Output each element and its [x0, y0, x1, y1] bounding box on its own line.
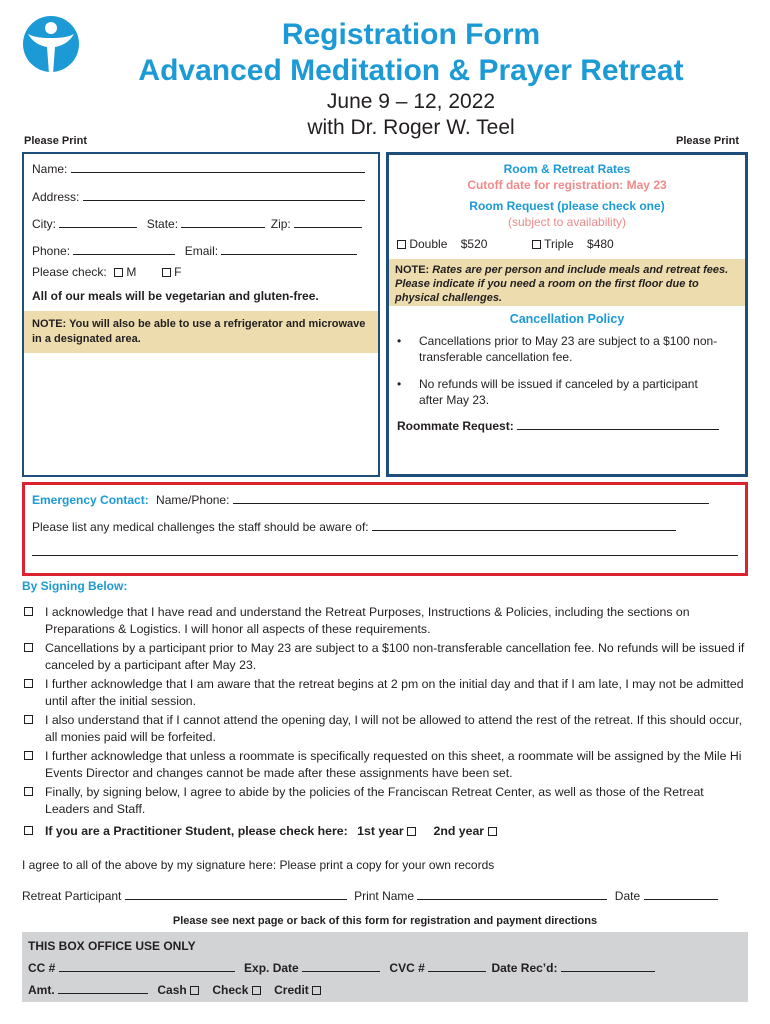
fridge-note: NOTE: You will also be able to use a refrigerator and microwave in a designated area.	[24, 311, 378, 353]
triple-checkbox[interactable]	[532, 240, 541, 249]
ack-text: Finally, by signing below, I agree to abide by the policies of the Franciscan Retreat Center, as well as those of the Retreat Leaders and Staff.	[45, 785, 704, 816]
triple-price: $480	[587, 237, 614, 251]
city-label: City:	[32, 217, 56, 231]
please-print-left: Please Print	[24, 135, 87, 147]
female-checkbox[interactable]	[162, 268, 171, 277]
medical-field[interactable]	[372, 520, 676, 531]
medical-field-line2[interactable]	[32, 545, 738, 556]
retreat-title: Advanced Meditation & Prayer Retreat	[138, 54, 684, 87]
male-checkbox[interactable]	[114, 268, 123, 277]
form-title: Registration Form	[281, 18, 541, 51]
rates-box	[386, 152, 748, 477]
cc-field[interactable]	[59, 961, 235, 972]
practitioner-row	[22, 823, 748, 840]
name-field[interactable]	[71, 162, 365, 173]
emergency-contact-box	[22, 482, 748, 576]
exp-date-label: Exp. Date	[244, 961, 299, 975]
double-label: Double	[409, 237, 448, 251]
male-label: M	[126, 265, 137, 279]
credit-checkbox[interactable]	[312, 986, 321, 995]
roommate-row	[397, 419, 719, 433]
ack-text: I also understand that if I cannot attend the opening day, I will not be allowed to attend the rest of the retreat. If this should occur, all monies paid will be forfeited.	[45, 713, 743, 744]
phone-email-row	[32, 244, 357, 258]
zip-label: Zip:	[270, 217, 291, 231]
state-label: State:	[146, 217, 179, 231]
ack-text: I acknowledge that I have read and understand the Retreat Purposes, Instructions & Policies, including the sections on Preparations & Logistics. I will honor all aspects of these requirements.	[45, 605, 690, 636]
please-check-label: Please check:	[32, 265, 107, 279]
exp-date-field[interactable]	[302, 961, 380, 972]
agree-text: I agree to all of the above by my signature here: Please print a copy for your own records	[22, 858, 495, 872]
next-page-note: Please see next page or back of this form for registration and payment directions	[172, 915, 598, 927]
credit-label: Credit	[274, 983, 309, 997]
ack-checkbox[interactable]	[24, 643, 33, 652]
cvc-field[interactable]	[428, 961, 486, 972]
ack-text: I further acknowledge that unless a roommate is specifically requested on this sheet, a roommate will be assigned by the Mile Hi Events Director and changes cannot be made after these assignments have been set.	[45, 749, 742, 780]
ack-checkbox[interactable]	[24, 679, 33, 688]
medical-row	[32, 520, 676, 534]
retreat-dates: June 9 – 12, 2022	[326, 90, 496, 113]
triple-room-option	[532, 237, 614, 251]
ack-checkbox[interactable]	[24, 607, 33, 616]
office-amount-row	[28, 983, 321, 997]
emergency-label: Emergency Contact:	[32, 493, 149, 507]
meals-note: All of our meals will be vegetarian and gluten-free.	[32, 289, 319, 303]
email-label: Email:	[184, 244, 219, 258]
double-room-option	[397, 237, 487, 251]
medical-label: Please list any medical challenges the staff should be aware of:	[32, 520, 369, 534]
contact-info-box	[22, 152, 380, 477]
ack-item	[22, 676, 748, 709]
please-print-right: Please Print	[676, 135, 739, 147]
ack-checkbox[interactable]	[24, 787, 33, 796]
practitioner-text: If you are a Practitioner Student, please check here:	[45, 824, 348, 838]
cancellation-text: Cancellations prior to May 23 are subject to a $100 non-transferable cancellation fee.	[419, 334, 718, 364]
ack-text: Cancellations by a participant prior to May 23 are subject to a $100 non-transferable cancellation fee. No refunds will be issued if canceled by a participant after May 23.	[45, 641, 745, 672]
phone-label: Phone:	[32, 244, 71, 258]
female-label: F	[174, 265, 182, 279]
address-row	[32, 190, 365, 204]
address-label: Address:	[32, 190, 80, 204]
second-year-label: 2nd year	[433, 824, 485, 838]
date-field[interactable]	[644, 889, 718, 900]
print-name-label: Print Name	[354, 889, 415, 903]
name-phone-label: Name/Phone:	[156, 493, 230, 507]
cancellation-item: • Cancellations prior to May 23 are subject to a $100 non-transferable cancellation fee.	[397, 333, 737, 365]
date-received-label: Date Rec’d:	[491, 961, 558, 975]
rates-note	[389, 259, 745, 306]
double-checkbox[interactable]	[397, 240, 406, 249]
state-field[interactable]	[181, 217, 265, 228]
name-label: Name:	[32, 162, 68, 176]
practitioner-checkbox[interactable]	[24, 826, 33, 835]
office-use-box	[22, 932, 748, 1002]
cash-checkbox[interactable]	[190, 986, 199, 995]
ack-item	[22, 640, 748, 673]
ack-checkbox[interactable]	[24, 751, 33, 760]
cancellation-heading: Cancellation Policy	[509, 312, 625, 326]
name-row	[32, 162, 365, 176]
participant-label: Retreat Participant	[22, 889, 122, 903]
signing-heading: By Signing Below:	[22, 579, 128, 593]
date-label: Date	[614, 889, 641, 903]
second-year-checkbox[interactable]	[488, 827, 497, 836]
roommate-field[interactable]	[517, 419, 719, 430]
triple-label: Triple	[544, 237, 574, 251]
zip-field[interactable]	[294, 217, 362, 228]
date-received-field[interactable]	[561, 961, 655, 972]
cash-label: Cash	[157, 983, 187, 997]
ack-text: I further acknowledge that I am aware that the retreat begins at 2 pm on the initial day and that if I am late, I may not be admitted until after the initial session.	[45, 677, 744, 708]
cutoff-date: Cutoff date for registration: May 23	[467, 178, 667, 192]
room-request-heading: Room Request (please check one)	[469, 199, 665, 213]
amount-field[interactable]	[58, 983, 148, 994]
ack-item	[22, 748, 748, 781]
double-price: $520	[460, 237, 488, 251]
print-name-field[interactable]	[417, 889, 607, 900]
city-state-zip-row	[32, 217, 362, 231]
roommate-label: Roommate Request:	[397, 419, 514, 433]
signature-row	[22, 889, 748, 903]
phone-field[interactable]	[73, 244, 175, 255]
ack-checkbox[interactable]	[24, 715, 33, 724]
ack-item	[22, 712, 748, 745]
rates-note-lead: NOTE:	[395, 264, 430, 276]
emergency-row	[32, 493, 709, 507]
emergency-name-phone-field[interactable]	[233, 493, 709, 504]
availability-note: (subject to availability)	[507, 215, 627, 229]
ack-item	[22, 604, 748, 637]
check-checkbox[interactable]	[252, 986, 261, 995]
gender-row	[32, 265, 181, 279]
office-heading: THIS BOX OFFICE USE ONLY	[28, 939, 196, 953]
cvc-label: CVC #	[389, 961, 425, 975]
cc-label: CC #	[28, 961, 56, 975]
first-year-label: 1st year	[357, 824, 404, 838]
signature-field[interactable]	[125, 889, 347, 900]
ack-item	[22, 784, 748, 817]
rates-note-text: Rates are per person and include meals and retreat fees. Please indicate if you need a room on the first floor due to physical challenges.	[395, 264, 729, 304]
retreat-leader: with Dr. Roger W. Teel	[307, 116, 515, 139]
city-field[interactable]	[59, 217, 137, 228]
address-field[interactable]	[83, 190, 365, 201]
rates-heading: Room & Retreat Rates	[503, 162, 631, 176]
check-label: Check	[212, 983, 249, 997]
signing-list	[22, 604, 748, 840]
office-payment-row	[28, 961, 655, 975]
first-year-checkbox[interactable]	[407, 827, 416, 836]
cancellation-text: No refunds will be issued if canceled by a participant after May 23.	[419, 377, 698, 407]
amount-label: Amt.	[28, 983, 55, 997]
cancellation-item: • No refunds will be issued if canceled by a participant after May 23.	[397, 376, 707, 408]
email-field[interactable]	[221, 244, 357, 255]
